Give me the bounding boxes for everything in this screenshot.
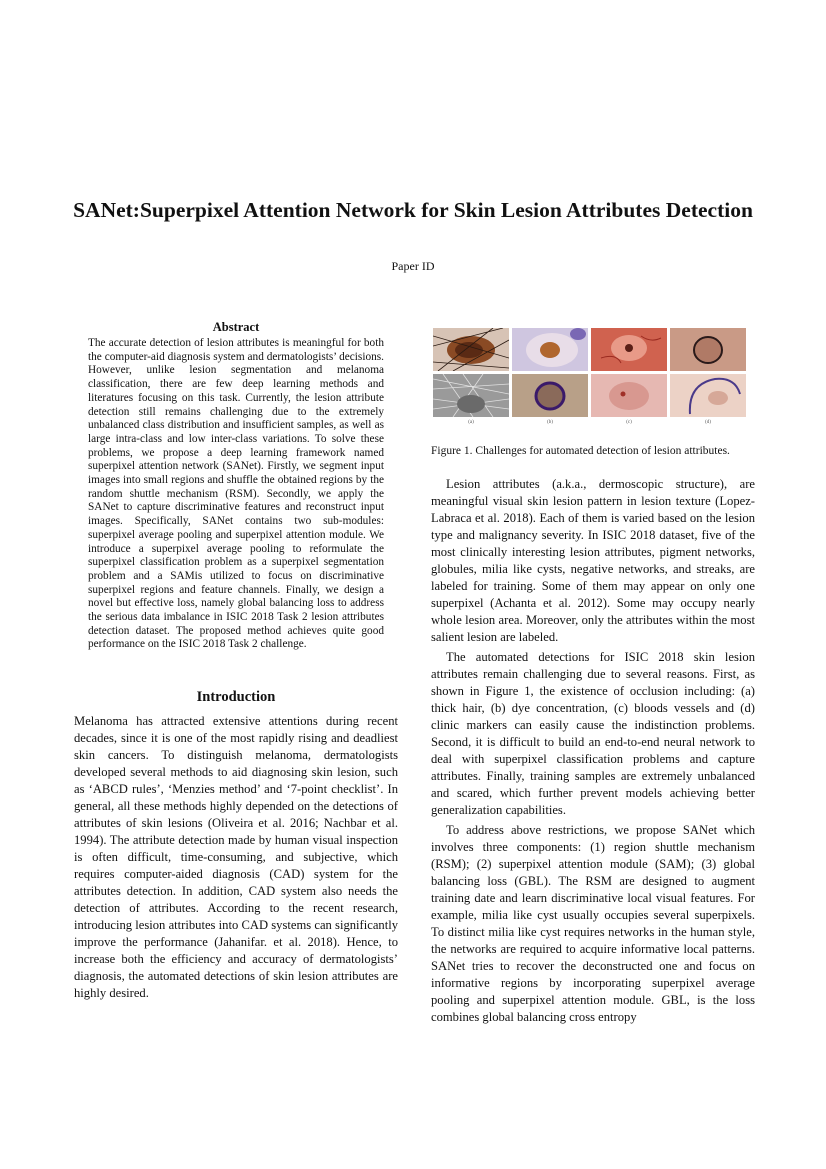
lesion-image-dye-2: [512, 374, 588, 417]
lesion-image-vessels-2: [591, 374, 667, 417]
introduction-text: Melanoma has attracted extensive attentions during recent decades, since it is one of the most rapidly rising and deadliest skin cancers. To distinguish melanoma, dermatologists developed several methods to aid diagnosing skin lesion, such as ‘ABCD rules’, ‘Menzies method’ and ‘7-point checklist’. In general, all these methods highly depended on the detections of attributes of skin lesions (Oliveira et al. 2016; Nachbar et al. 1994). The attribute detection made by human visual inspection is often difficult, time-consuming, and subjective, which requires computer-aided diagnosis (CAD) system for the attributes detection. In addition, CAD system also needs the detection of attributes. According to the recent research, introducing lesion attributes into CAD systems can significantly improve the performance (Jahanifar. et al. 2018). Hence, to increase both the efficiency and accuracy of dermatologists’ diagnosis, the automated detections of skin lesion attributes are highly desired.: [74, 714, 398, 1000]
sub-label-c: (c): [626, 420, 632, 425]
lesion-image-marker-2: [670, 374, 746, 417]
sub-label-d: (d): [705, 420, 711, 425]
paragraph: Lesion attributes (a.k.a., dermoscopic structure), are meaningful visual skin lesion pattern in lesion texture (Lopez-Labraca et al. 2018). Each of them is varied based on the lesion type and malignancy severity. In ISIC 2018 dataset, five of the most clinically interesting lesion attributes, pigment networks, globules, milia like cysts, negative networks, and streaks, are labeled for training. Some of them may appear on only one superpixel (Achanta et al. 2012). Some may occupy nearly whole lesion area. Moreover, only the attributes within the most salient lesion are labeled.: [431, 477, 755, 644]
figure-1: [431, 328, 743, 432]
paragraph: To address above restrictions, we propose SANet which involves three components: (1) region shuttle mechanism (RSM); (2) superpixel attention module (SAM); (3) global balancing loss (GBL). The RSM are designed to augment training date and learn discriminative local visual features. For example, milia like cyst usually occupies several superpixels. To distinct milia like cyst requires networks in the human style, the networks are required to acquire informative local patterns. SANet tries to recover the deconstructed one and focus on informative regions by incorporating superpixel average pooling and superpixel attention module. GBL, is the loss combines global balancing cross entropy: [431, 823, 755, 1024]
abstract-text: The accurate detection of lesion attributes is meaningful for both the computer-aid diagnosis system and dermatologists’ decisions. However, unlike lesion segmentation and melanoma classification, there are few deep learning methods and literatures focusing on this task. Currently, the lesion attribute detection still remains challenging due to the extremely unbalanced class distribution and insufficient samples, as well as large intra-class and low inter-class variations. To solve these problems, we propose a deep learning framework named superpixel attention network (SANet). Firstly, we segment input images into small regions and shuffle the obtained regions by the random shuttle mechanism (RSM). Secondly, we apply the SANet to capture discriminative features and reconstruct input images. Specifically, SANet contains two sub-modules: superpixel average pooling and superpixel attention module. We introduce a superpixel average pooling to reformulate the superpixel classification problem as a superpixel segmentation problem and a SAMis utilized to focus on discriminative superpixel regions and feature channels. Finally, we design a novel but effective loss, namely global balancing loss to address the serious data imbalance in ISIC 2018 Task 2 lesion attributes detection dataset. The proposed method achieves quite good performance on the ISIC 2018 Task 2 challenge.: [88, 337, 384, 651]
abstract-heading: Abstract: [212, 320, 260, 334]
paper-title: SANet:Superpixel Attention Network for Skin Lesion Attributes Detection: [73, 198, 753, 222]
lesion-image-vessels: [591, 328, 667, 371]
right-column-text: [431, 476, 755, 1029]
paragraph: The automated detections for ISIC 2018 skin lesion attributes remain challenging due to several reasons. First, as shown in Figure 1, the existence of occlusion including: (a) thick hair, (b) dye concentration, (c) bloods vessels and (d) clinic markers can easily cause the indistinction problems. Second, it is difficult to build an end-to-end neural network to deal with superpixel classification problems and capture attributes. Finally, training samples are extremely unbalanced and scared, which further prevent models achieving better generalization capabilities.: [431, 650, 755, 817]
paper-id: Paper ID: [391, 259, 435, 273]
introduction-heading: Introduction: [196, 689, 276, 705]
lesion-image-hair: [433, 328, 509, 371]
figure-caption: Figure 1. Challenges for automated detection of lesion attributes.: [431, 445, 730, 457]
lesion-image-marker: [670, 328, 746, 371]
lesion-image-hair-2: [433, 374, 509, 417]
lesion-image-dye: [512, 328, 588, 371]
sub-label-b: (b): [547, 420, 553, 425]
sub-label-a: (a): [468, 420, 474, 425]
